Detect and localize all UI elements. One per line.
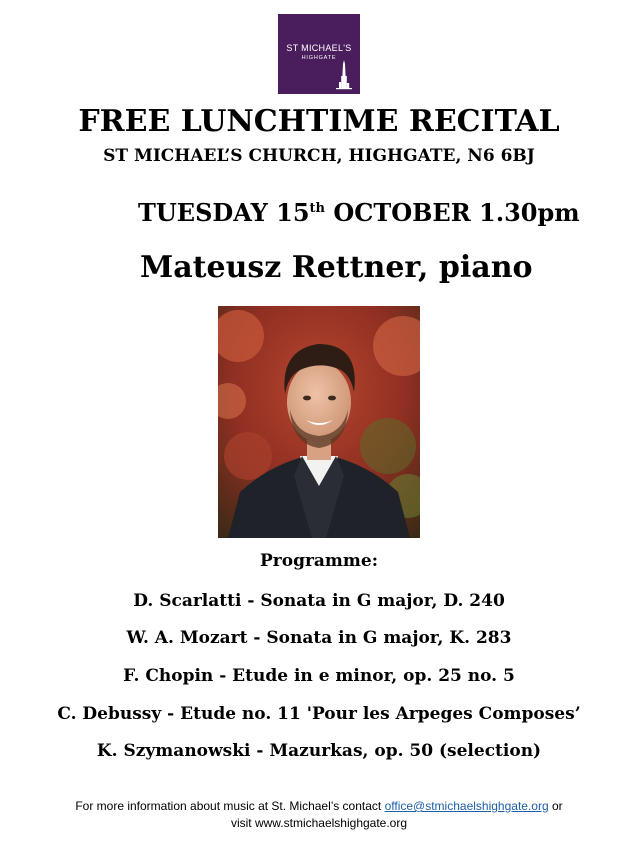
performer-name: Mateusz Rettner, piano — [140, 250, 533, 285]
programme-item: K. Szymanowski - Mazurkas, op. 50 (selection) — [96, 741, 542, 761]
date-ordinal: th — [309, 201, 326, 216]
logo-line-2: HIGHGATE — [301, 55, 337, 61]
performer-photo — [218, 306, 420, 538]
date-prefix: TUESDAY 15 — [138, 198, 310, 227]
portrait-image — [218, 306, 420, 538]
footer — [0, 798, 638, 832]
footer-line-1 — [0, 798, 638, 815]
programme-item: F. Chopin - Etude in e minor, op. 25 no. 5 — [123, 666, 515, 686]
programme-item: C. Debussy - Etude no. 11 'Pour les Arpeges Composes’ — [57, 704, 581, 724]
church-logo — [278, 14, 360, 94]
programme-item: W. A. Mozart - Sonata in G major, K. 283 — [126, 628, 512, 648]
church-spire-icon — [278, 14, 360, 94]
footer-text: For more information about music at St. Michael’s contact — [75, 799, 385, 813]
venue-address: ST MICHAEL’S CHURCH, HIGHGATE, N6 6BJ — [103, 146, 535, 166]
date-suffix: OCTOBER 1.30pm — [325, 198, 580, 227]
email-link[interactable]: office@stmichaelshighgate.org — [384, 799, 549, 813]
page-title: FREE LUNCHTIME RECITAL — [78, 104, 560, 139]
programme-item: D. Scarlatti - Sonata in G major, D. 240 — [133, 591, 505, 611]
footer-line-2: visit www.stmichaelshighgate.org — [230, 816, 408, 830]
footer-text-after: or — [548, 799, 563, 813]
programme-heading: Programme: — [259, 551, 378, 571]
event-date — [138, 198, 580, 227]
logo-line-1: ST MICHAEL'S — [286, 43, 352, 53]
